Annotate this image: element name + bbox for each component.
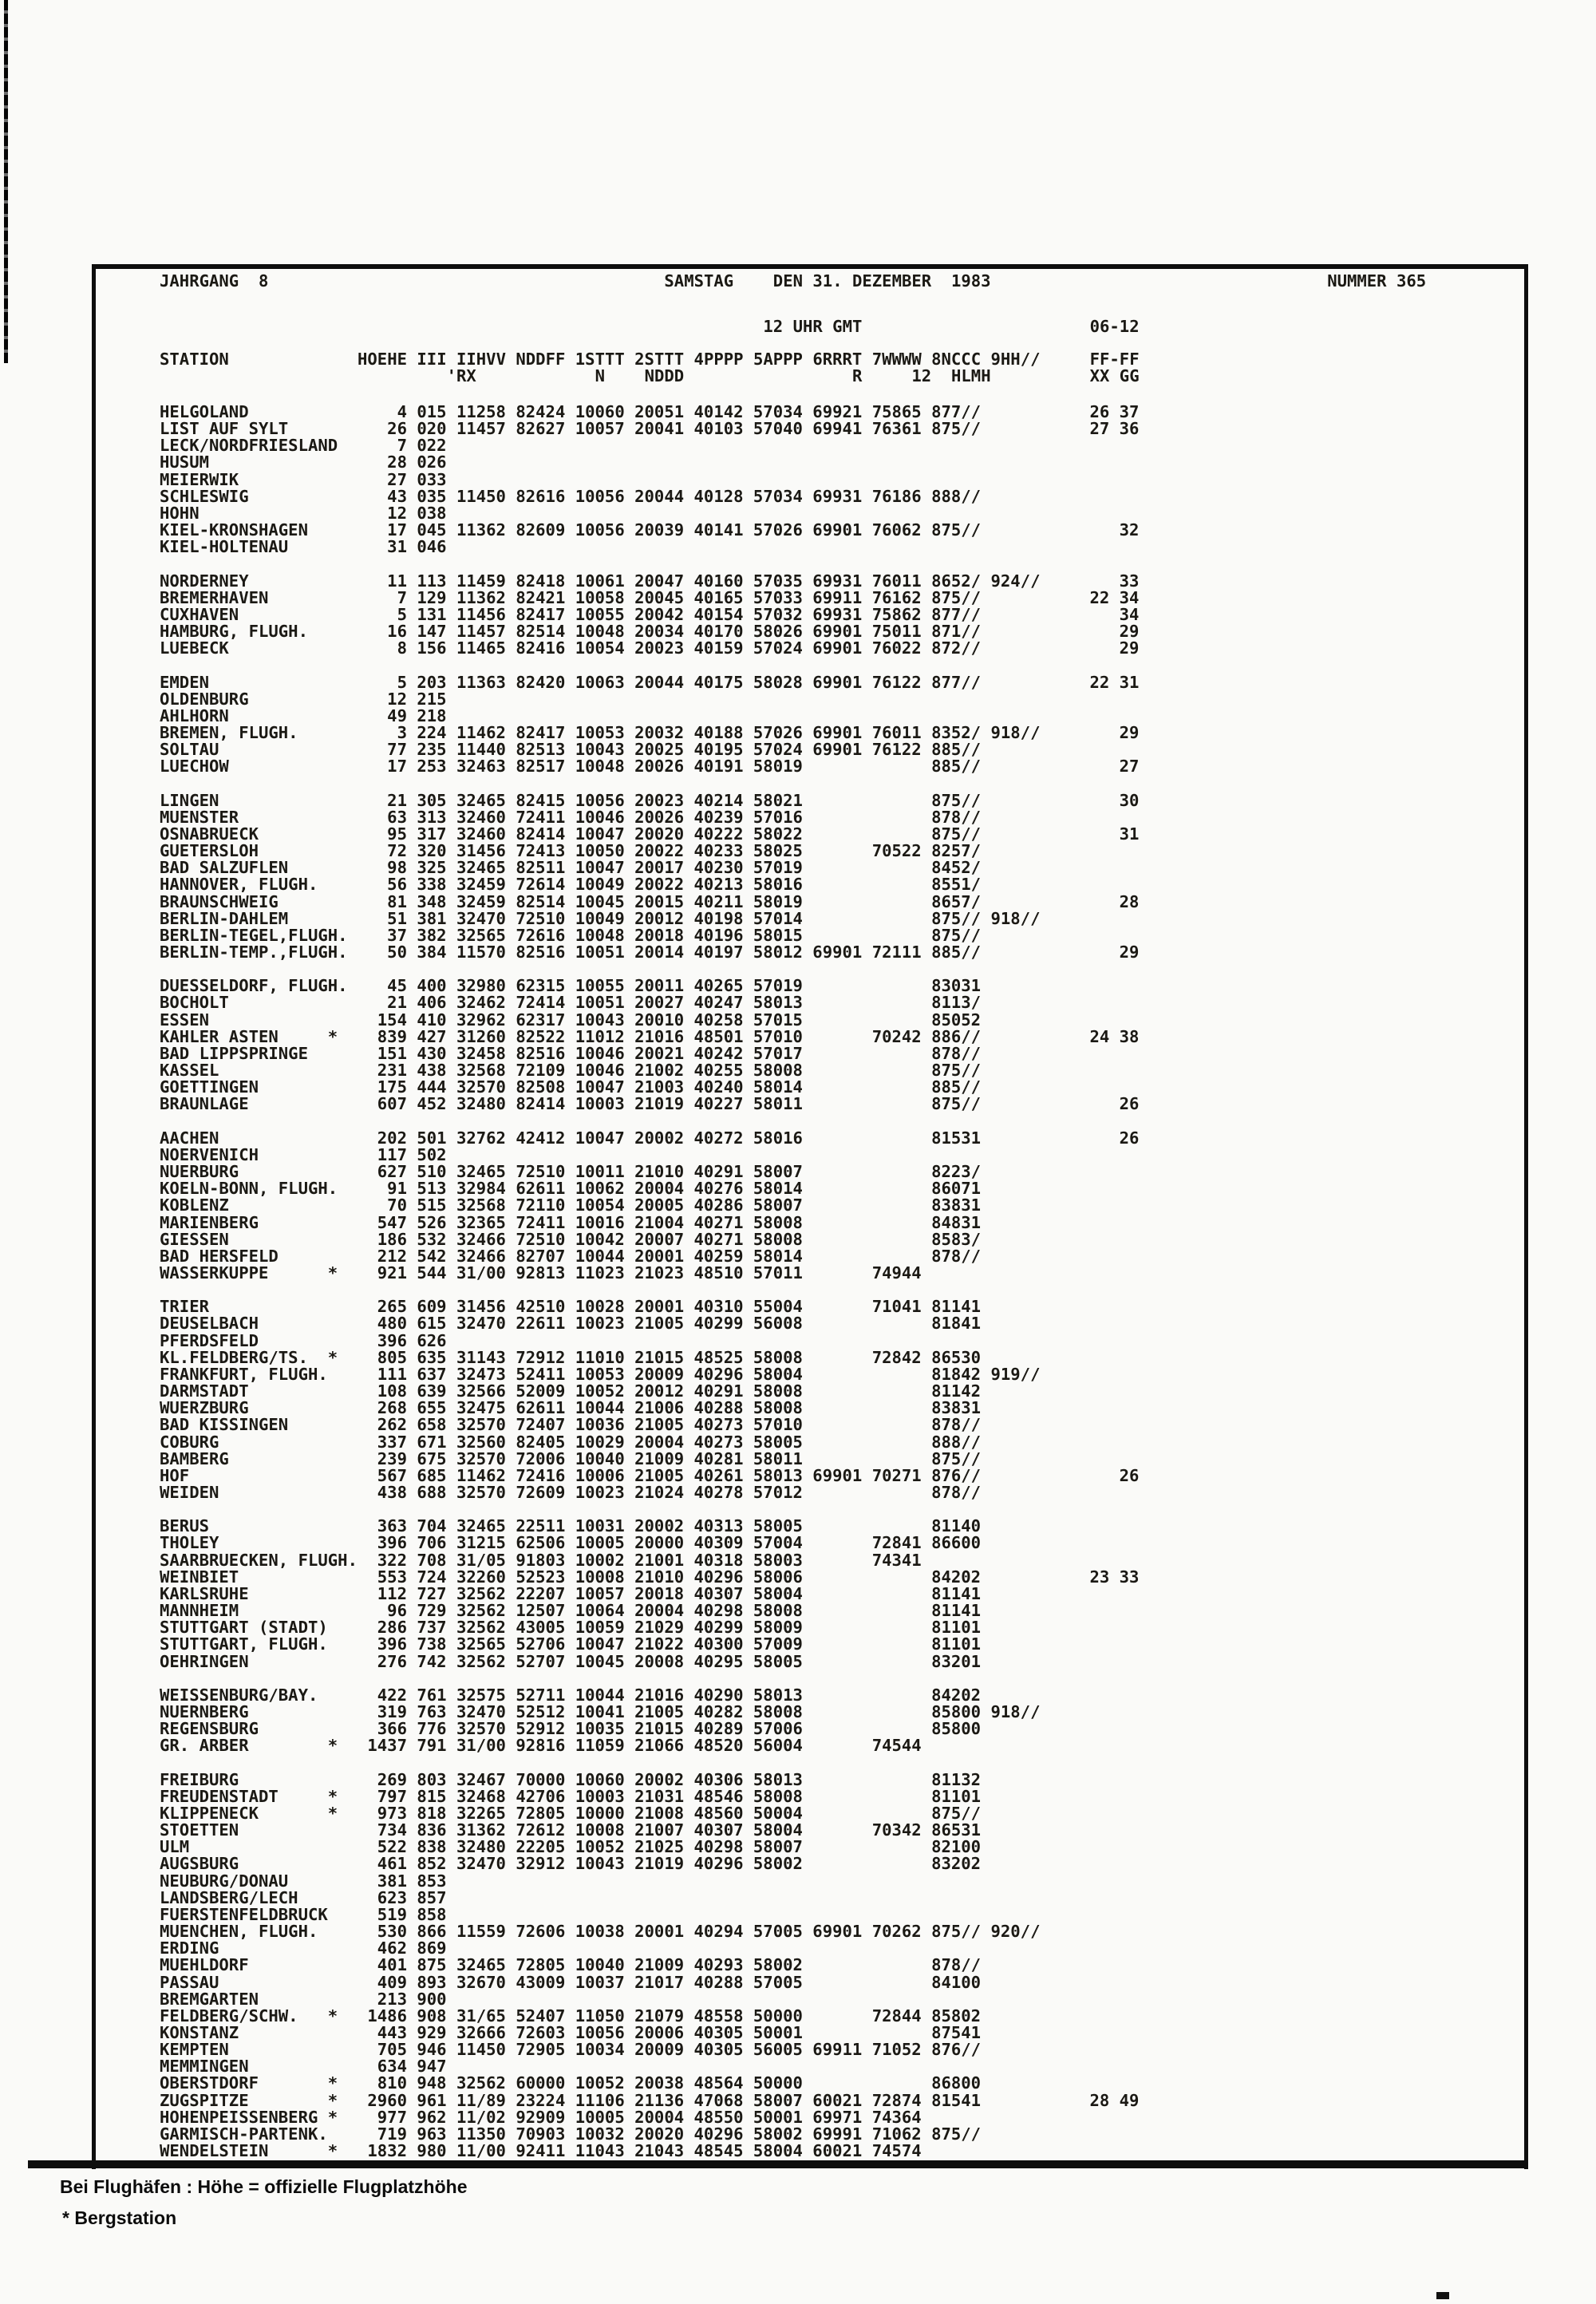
station-row: REGENSBURG 366 776 32570 52912 10035 21015 40289 57006 85800 [160,1719,982,1739]
masthead [160,273,1556,290]
column-header-part: STATION [160,350,229,369]
station-row: HOHENPEISSENBERG * 977 962 11/02 92909 10005 20004 48550 50001 69971 74364 [160,2107,922,2127]
column-subheader-part: R [852,366,863,385]
column-subheader-part: HLMH [951,366,991,385]
station-row: KIEL-KRONSHAGEN 17 045 11362 82609 10056 20039 40141 57026 69901 76062 875// 32 [160,520,1140,540]
station-row: DUESSELDORF, FLUGH. 45 400 32980 62315 10055 20011 40265 57019 83031 [160,976,982,996]
station-row: ESSEN 154 410 32962 62317 10043 20010 40258 57015 85052 [160,1010,982,1029]
scan-artifact-corner-mark [1436,2292,1449,2299]
station-row: FELDBERG/SCHW. * 1486 908 31/65 52407 11050 21079 48558 50000 72844 85802 [160,2006,982,2025]
station-row: LANDSBERG/LECH 623 857 [160,1887,447,1907]
station-row: LECK/NORDFRIESLAND 7 022 [160,436,447,456]
station-row: HAMBURG, FLUGH. 16 147 11457 82514 10048 20034 40170 58026 69901 75011 871// 29 [160,622,1140,642]
station-row: KONSTANZ 443 929 32666 72603 10056 20006 40305 50001 87541 [160,2023,982,2042]
station-row: ZUGSPITZE * 2960 961 11/89 23224 11106 21136 47068 58007 60021 72874 81541 28 49 [160,2090,1140,2110]
station-row: HANNOVER, FLUGH. 56 338 32459 72614 10049 20022 40213 58016 8551/ [160,875,982,895]
station-row: PFERDSFELD 396 626 [160,1330,447,1350]
station-row: FRANKFURT, FLUGH. 111 637 32473 52411 10053 20009 40296 58004 81842 919// [160,1364,1041,1384]
station-row: WEINBIET 553 724 32260 52523 10008 21010 40296 58006 84202 23 33 [160,1567,1140,1587]
station-row: WUERZBURG 268 655 32475 62611 10044 21006 40288 58008 83831 [160,1398,982,1418]
masthead-part: NUMMER 365 [1327,271,1427,290]
station-row: NUERNBERG 319 763 32470 52512 10041 21005 40282 58008 85800 918// [160,1702,1041,1722]
column-subheader-part: 12 [911,366,932,385]
station-row: KLIPPENECK * 973 818 32265 72805 10000 21008 48560 50004 875// [160,1803,982,1823]
row-gap [160,1113,1556,1130]
station-row: BERUS 363 704 32465 22511 10031 20002 40313 58005 81140 [160,1516,982,1536]
station-row: HOHN 12 038 [160,503,447,523]
station-row: GIESSEN 186 532 32466 72510 10042 20007 40271 58008 8583/ [160,1229,982,1249]
station-row: HOF 567 685 11462 72416 10006 21005 40261 58013 69901 70271 876// 26 [160,1465,1140,1485]
station-row: KOBLENZ 70 515 32568 72110 10054 20005 40286 58007 83831 [160,1195,982,1215]
station-row: AUGSBURG 461 852 32470 32912 10043 21019 40296 58002 83202 [160,1854,982,1874]
row-gap [160,657,1556,674]
station-row: HUSUM 28 026 [160,453,447,472]
row-gap [160,555,1556,572]
station-row: BAD HERSFELD 212 542 32466 82707 10044 20001 40259 58014 878// [160,1246,982,1266]
row-gap [160,1501,1556,1518]
station-row: STOETTEN 734 836 31362 72612 10008 21007 40307 58004 70342 86531 [160,1820,982,1840]
station-row: BRAUNSCHWEIG 81 348 32459 82514 10045 20015 40211 58019 8657/ 28 [160,891,1140,911]
row-gap [160,775,1556,792]
column-header-part: HOEHE III IIHVV NDDFF 1STTT 2STTT 4PPPP 5APPP 6RRRT 7WWWW 8NCCC 9HH// [358,350,1041,369]
masthead-part: SAMSTAG [664,271,734,290]
row-gap [160,1670,1556,1687]
station-row: KL.FELDBERG/TS. * 805 635 31143 72912 11010 21015 48525 58008 72842 86530 [160,1347,982,1367]
station-row: AHLHORN 49 218 [160,705,447,725]
row-gap [160,1282,1556,1298]
station-row: WEISSENBURG/BAY. 422 761 32575 52711 10044 21016 40290 58013 84202 [160,1685,982,1705]
column-subheader-part: 'RX [446,366,476,385]
station-row: BAD SALZUFLEN 98 325 32465 82511 10047 20017 40230 57019 8452/ [160,858,982,878]
station-row: GOETTINGEN 175 444 32570 82508 10047 21003 40240 58014 885// [160,1077,982,1097]
station-row: ULM 522 838 32480 22205 10052 21025 40298 58007 82100 [160,1837,982,1857]
station-row: SAARBRUECKEN, FLUGH. 322 708 31/05 91803 10002 21001 40318 58003 74341 [160,1550,922,1570]
station-row: NUERBURG 627 510 32465 72510 10011 21010 40291 58007 8223/ [160,1162,982,1182]
masthead-part: 8 [259,271,269,290]
station-row: OBERSTDORF * 810 948 32562 60000 10052 20038 48564 50000 86800 [160,2073,982,2093]
station-row: FUERSTENFELDBRUCK 519 858 [160,1904,447,1924]
table-column-subheader [160,368,1556,385]
station-row: BAD LIPPSPRINGE 151 430 32458 82516 10046 20021 40242 57017 878// [160,1043,982,1063]
station-row: BERLIN-DAHLEM 51 381 32470 72510 10049 20012 40198 57014 875// 918// [160,908,1041,928]
station-row: MEIERWIK 27 033 [160,469,447,489]
station-row: BRAUNLAGE 607 452 32480 82414 10003 21019 40227 58011 875// 26 [160,1094,1140,1114]
station-row: TRIER 265 609 31456 42510 10028 20001 40310 55004 71041 81141 [160,1297,982,1317]
masthead-part: JAHRGANG [160,271,239,290]
station-row: FREUDENSTADT * 797 815 32468 42706 10003 21031 48546 58008 81101 [160,1786,982,1806]
station-row: KOELN-BONN, FLUGH. 91 513 32984 62611 10062 20004 40276 58014 86071 [160,1179,982,1199]
station-row: GR. ARBER * 1437 791 31/00 92816 11059 21066 48520 56004 74544 [160,1736,922,1756]
station-row: PASSAU 409 893 32670 43009 10037 21017 40288 57005 84100 [160,1972,982,1992]
station-row: HELGOLAND 4 015 11258 82424 10060 20051 40142 57034 69921 75865 877// 26 37 [160,402,1140,421]
station-table [160,404,1556,2160]
station-row: BREMERHAVEN 7 129 11362 82421 10058 20045 40165 57033 69911 76162 875// 22 34 [160,587,1140,607]
station-row: DARMSTADT 108 639 32566 52009 10052 20012 40291 58008 81142 [160,1381,982,1401]
station-row: THOLEY 396 706 31215 62506 10005 20000 40309 57004 72841 86600 [160,1533,982,1553]
station-row: KARLSRUHE 112 727 32562 22207 10057 20018 40307 58004 81141 [160,1583,982,1603]
station-row: NORDERNEY 11 113 11459 82418 10061 20047 40160 57035 69931 76011 8652/ 924// 33 [160,571,1140,591]
station-row: BREMEN, FLUGH. 3 224 11462 82417 10053 20032 40188 57026 69901 76011 8352/ 918// 29 [160,722,1140,742]
station-row: KAHLER ASTEN * 839 427 31260 82522 11012 21016 48501 57010 70242 886// 24 38 [160,1026,1140,1046]
station-row: SCHLESWIG 43 035 11450 82616 10056 20044 40128 57034 69931 76186 888// [160,486,982,506]
station-row: MARIENBERG 547 526 32365 72411 10016 21004 40271 58008 84831 [160,1212,982,1232]
station-row: NEUBURG/DONAU 381 853 [160,1871,447,1891]
footnote-airport-elevation: Bei Flughäfen : Höhe = offizielle Flugplatzhöhe [60,2176,468,2197]
station-row: MUENSTER 63 313 32460 72411 10046 20026 40239 57016 878// [160,807,982,827]
station-row: KIEL-HOLTENAU 31 046 [160,537,447,557]
column-header-part: FF-FF [1089,350,1140,369]
station-row: BERLIN-TEGEL,FLUGH. 37 382 32565 72616 10048 20018 40196 58015 875// [160,925,982,945]
column-subheader-part: N [595,366,605,385]
station-row: CUXHAVEN 5 131 11456 82417 10055 20042 40154 57032 69931 75862 877// 34 [160,604,1140,624]
station-row: BERLIN-TEMP.,FLUGH. 50 384 11570 82516 10051 20014 40197 58012 69901 72111 885// 29 [160,943,1140,962]
observation-time-line [160,318,1556,336]
station-row: BAMBERG 239 675 32570 72006 10040 21009 40281 58011 875// [160,1448,982,1468]
station-row: GUETERSLOH 72 320 31456 72413 10050 20022 40233 58025 70522 8257/ [160,841,982,861]
station-row: BREMGARTEN 213 900 [160,1989,447,2009]
column-subheader-part: XX GG [1089,366,1140,385]
station-row: EMDEN 5 203 11363 82420 10063 20044 40175 58028 69901 76122 877// 22 31 [160,672,1140,692]
station-row: LINGEN 21 305 32465 82415 10056 20023 40214 58021 875// 30 [160,790,1140,810]
station-row: LIST AUF SYLT 26 020 11457 82627 10057 20041 40103 57040 69941 76361 875// 27 36 [160,419,1140,439]
station-row: NOERVENICH 117 502 [160,1144,447,1164]
station-row: OSNABRUECK 95 317 32460 82414 10047 20020 40222 58022 875// 31 [160,824,1140,844]
footnote-mountain-station: * Bergstation [62,2207,177,2228]
station-row: COBURG 337 671 32560 82405 10029 20004 40273 58005 888// [160,1432,982,1452]
station-row: SOLTAU 77 235 11440 82513 10043 20025 40195 57024 69901 76122 885// [160,740,982,760]
row-gap [160,961,1556,978]
station-row: DEUSELBACH 480 615 32470 22611 10023 21005 40299 56008 81841 [160,1314,982,1334]
station-row: MEMMINGEN 634 947 [160,2057,447,2077]
station-row: MUEHLDORF 401 875 32465 72805 10040 21009 40293 58002 878// [160,1955,982,1975]
time-line-part: 06-12 [1089,317,1140,336]
station-row: ERDING 462 869 [160,1938,447,1958]
station-row: OLDENBURG 12 215 [160,689,447,709]
station-row: WENDELSTEIN * 1832 980 11/00 92411 11043 21043 48545 58004 60021 74574 [160,2141,922,2161]
station-row: GARMISCH-PARTENK. 719 963 11350 70903 10032 20020 40296 58002 69991 71062 875// [160,2124,982,2144]
bulletin-bottom-rule [28,2160,1526,2168]
station-row: STUTTGART (STADT) 286 737 32562 43005 10059 21029 40299 58009 81101 [160,1618,982,1638]
station-row: KEMPTEN 705 946 11450 72905 10034 20009 40305 56005 69911 71052 876// [160,2040,982,2060]
station-row: LUECHOW 17 253 32463 82517 10048 20026 40191 58019 885// 27 [160,757,1140,777]
column-subheader-part: NDDD [644,366,685,385]
masthead-part: DEN 31. DEZEMBER 1983 [772,271,991,290]
station-row: FREIBURG 269 803 32467 70000 10060 20002 40306 58013 81132 [160,1769,982,1789]
station-row: KASSEL 231 438 32568 72109 10046 21002 40255 58008 875// [160,1061,982,1081]
station-row: BOCHOLT 21 406 32462 72414 10051 20027 40247 58013 8113/ [160,993,982,1013]
station-row: AACHEN 202 501 32762 42412 10047 20002 40272 58016 81531 26 [160,1128,1140,1148]
row-gap [160,1755,1556,1772]
scan-artifact-left-bar [4,0,8,363]
station-row: WEIDEN 438 688 32570 72609 10023 21024 40278 57012 878// [160,1483,982,1502]
station-row: MUENCHEN, FLUGH. 530 866 11559 72606 10038 20001 40294 57005 69901 70262 875// 920// [160,1922,1041,1942]
station-row: WASSERKUPPE * 921 544 31/00 92813 11023 21023 48510 57011 74944 [160,1263,922,1282]
station-row: STUTTGART, FLUGH. 396 738 32565 52706 10047 21022 40300 57009 81101 [160,1634,982,1654]
time-line-part: 12 UHR GMT [763,317,863,336]
station-row: BAD KISSINGEN 262 658 32570 72407 10036 21005 40273 57010 878// [160,1415,982,1435]
station-row: LUEBECK 8 156 11465 82416 10054 20023 40159 57024 69901 76022 872// 29 [160,638,1140,658]
station-row: MANNHEIM 96 729 32562 12507 10064 20004 40298 58008 81141 [160,1601,982,1621]
station-row: OEHRINGEN 276 742 32562 52707 10045 20008 40295 58005 83201 [160,1651,982,1671]
